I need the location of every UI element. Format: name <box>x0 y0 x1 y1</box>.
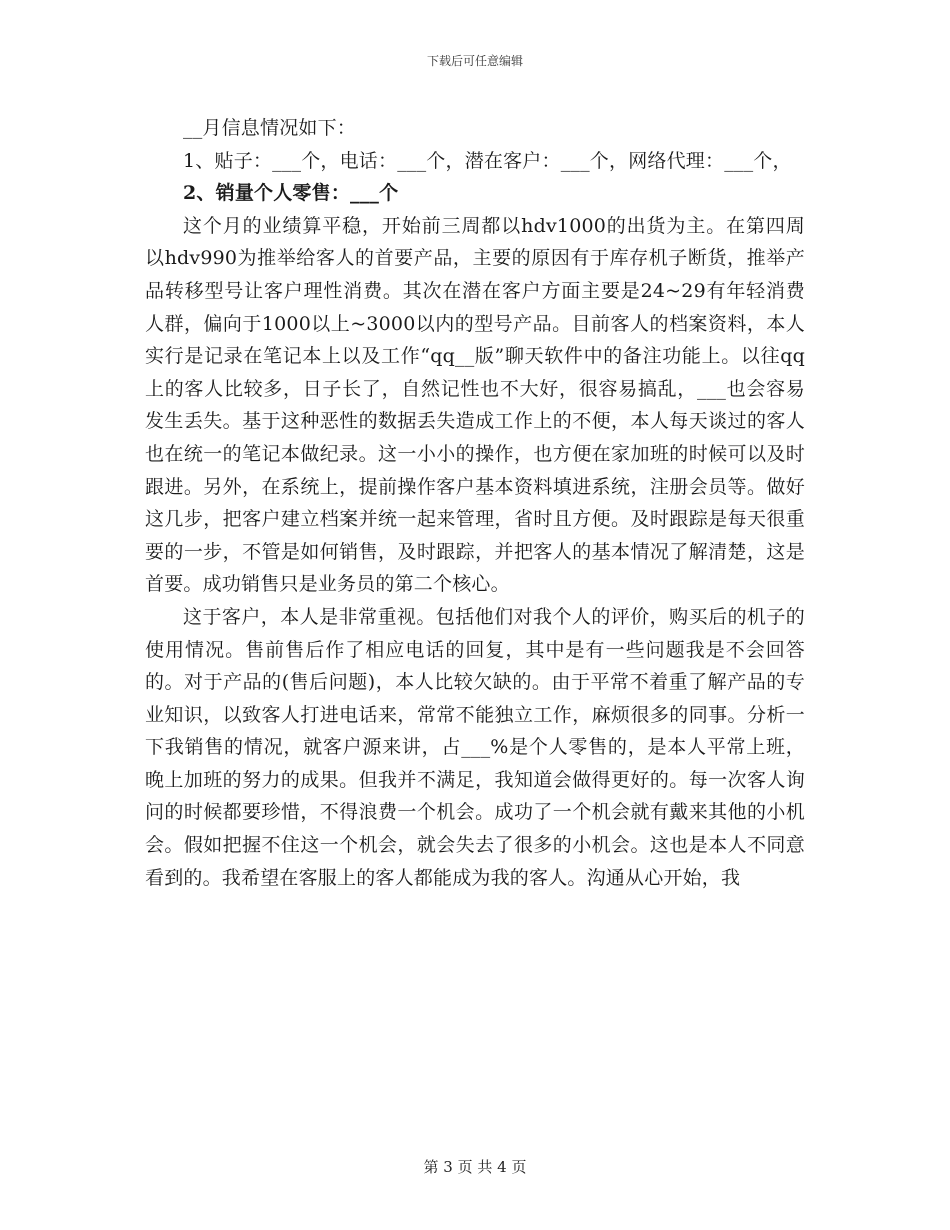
page-footer: 第 3 页 共 4 页 <box>423 1158 527 1176</box>
page-header: 下载后可任意编辑 <box>426 54 523 68</box>
paragraph-performance: 这个月的业绩算平稳，开始前三周都以hdv1000的出货为主。在第四周以hdv990为推举给客人的首要产品，主要的原因有于库存机子断货，推举产品转移型号让客户理性消费。其次在潜在客户方面主要是24~29有年轻消费人群，偏向于1000以上~3000以内的型号产品。目前客人的档案资料，本人实行是记录在笔记本上以及工作“qq__版”聊天软件中的备注功能上。以往qq上的客人比较多，日子长了，自然记性也不大好，很容易搞乱，___也会容易发生丢失。基于这种恶性的数据丢失造成工作上的不便，本人每天谈过的客人也在统一的笔记本做纪录。这一小小的操作，也方便在家加班的时候可以及时跟进。另外，在系统上，提前操作客户基本资料填进系统，注册会员等。做好这几步，把客户建立档案并统一起来管理，省时且方便。及时跟踪是每天很重要的一步，不管是如何销售，及时跟踪，并把客人的基本情况了解清楚，这是首要。成功销售只是业务员的第二个核心。 <box>145 214 805 596</box>
paragraph-month-info: __月信息情况如下： <box>183 117 357 139</box>
document-body <box>145 112 805 894</box>
paragraph-retail-heading: 2、销量个人零售：___个 <box>183 182 399 205</box>
paragraph-customers: 这于客户，本人是非常重视。包括他们对我个人的评价，购买后的机子的使用情况。售前售后作了相应电话的回复，其中是有一些问题我是不会回答的。对于产品的(售后问题)，本人比较欠缺的。由于平常不着重了解产品的专业知识，以致客人打进电话来，常常不能独立工作，麻烦很多的同事。分析一下我销售的情况，就客户源来讲，占___%是个人零售的，是本人平常上班，晚上加班的努力的成果。但我并不满足，我知道会做得更好的。每一次客人询问的时候都要珍惜，不得浪费一个机会。成功了一个机会就有戴来其他的小机会。假如把握不住这一个机会，就会失去了很多的小机会。这也是本人不同意看到的。我希望在客服上的客人都能成为我的客人。沟通从心开始，我 <box>145 605 805 889</box>
paragraph-stats-list: 1、贴子：___个，电话：___个，潜在客户：___个，网络代理：___个， <box>183 149 792 172</box>
